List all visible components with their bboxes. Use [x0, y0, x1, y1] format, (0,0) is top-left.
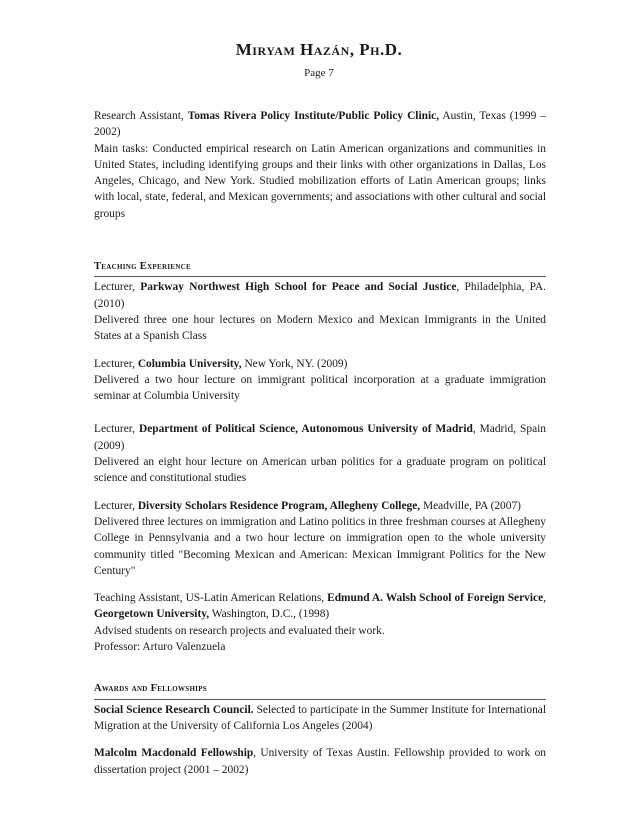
author-name: Miryam Hazán, Ph.D.	[235, 40, 403, 59]
research-tasks: Main tasks: Conducted empirical research on Latin American organizations and communities in United States, including identifying groups and their links with other organizations in Dallas, Los Angeles, Chicago, and New York. Studied mobilization efforts of Latin American groups; links with local, state, federal, and Mexican governments; and associations with other cultural and social groups	[94, 142, 546, 220]
award-name: Malcolm Macdonald Fellowship	[94, 747, 254, 760]
entry-role: Lecturer,	[94, 423, 139, 436]
award-description: , University of Texas Austin. Fellowship provided to work on dissertation project (2001 – 2002)	[94, 747, 546, 776]
page-number: Page 7	[304, 67, 334, 79]
entry-location-date: Meadville, PA (2007)	[420, 499, 521, 512]
entry-separator: ,	[543, 592, 546, 605]
entry-organization: Columbia University,	[137, 357, 242, 370]
entry-organization: Parkway Northwest High School for Peace and Social Justice	[140, 281, 457, 294]
entry-location-date: New York, NY. (2009)	[241, 357, 348, 370]
entry-organization: Edmund A. Walsh School of Foreign Service	[327, 592, 544, 605]
entry-role: Teaching Assistant, US-Latin American Relations,	[94, 592, 328, 605]
entry-professor: Professor: Arturo Valenzuela	[94, 641, 226, 654]
entry-role: Research Assistant,	[94, 110, 188, 122]
teaching-entry	[94, 590, 546, 623]
teaching-entry	[94, 421, 546, 454]
teaching-entry	[94, 498, 546, 514]
entry-description: Delivered a two hour lecture on immigrant political incorporation at a graduate immigration seminar at Columbia University	[94, 373, 546, 403]
teaching-entry	[94, 279, 546, 312]
entry-description: Delivered an eight hour lecture on American urban politics for a graduate program on political science and constitutional studies	[94, 456, 546, 485]
teaching-entry	[94, 356, 546, 372]
entry-location-date: Austin, Texas (1999 – 2002)	[94, 110, 546, 139]
entry-description: Delivered three lectures on immigration and Latino politics in three freshman courses at Allegheny College in Pennsylvania and a two hour lecture on immigration open to the whole university community titled "Becoming Mexican and American: Mexican Immigrant Politics for the New Century"	[94, 515, 546, 577]
entry-location-date: , Philadelphia, PA. (2010)	[94, 281, 546, 310]
entry-role: Lecturer,	[94, 499, 138, 512]
entry-organization-2: Georgetown University,	[94, 608, 210, 621]
entry-organization: Diversity Scholars Residence Program, Allegheny College,	[137, 499, 421, 512]
entry-organization: Department of Political Science, Autonomous University of Madrid	[138, 423, 473, 436]
award-name: Social Science Research Council.	[94, 703, 254, 716]
entry-description: Advised students on research projects and evaluated their work.	[94, 624, 385, 637]
page-content	[94, 108, 546, 778]
entry-organization: Tomas Rivera Policy Institute/Public Policy Clinic,	[187, 110, 440, 122]
entry-description: Delivered three one hour lectures on Modern Mexico and Mexican Immigrants in the United States at a Spanish Class	[94, 313, 546, 343]
entry-location-date: Washington, D.C., (1998)	[209, 608, 330, 621]
entry-location-date: , Madrid, Spain (2009)	[94, 423, 547, 452]
award-description: Selected to participate in the Summer Institute for International Migration at the University of California Los Angeles (2004)	[94, 703, 546, 732]
section-heading-awards: Awards and Fellowships	[94, 681, 546, 699]
award-entry	[94, 702, 546, 735]
entry-role: Lecturer,	[94, 281, 141, 294]
entry-role: Lecturer,	[94, 357, 138, 370]
section-heading-teaching: Teaching Experience	[94, 259, 546, 277]
research-assistant-entry	[94, 108, 546, 141]
award-entry	[94, 745, 546, 778]
